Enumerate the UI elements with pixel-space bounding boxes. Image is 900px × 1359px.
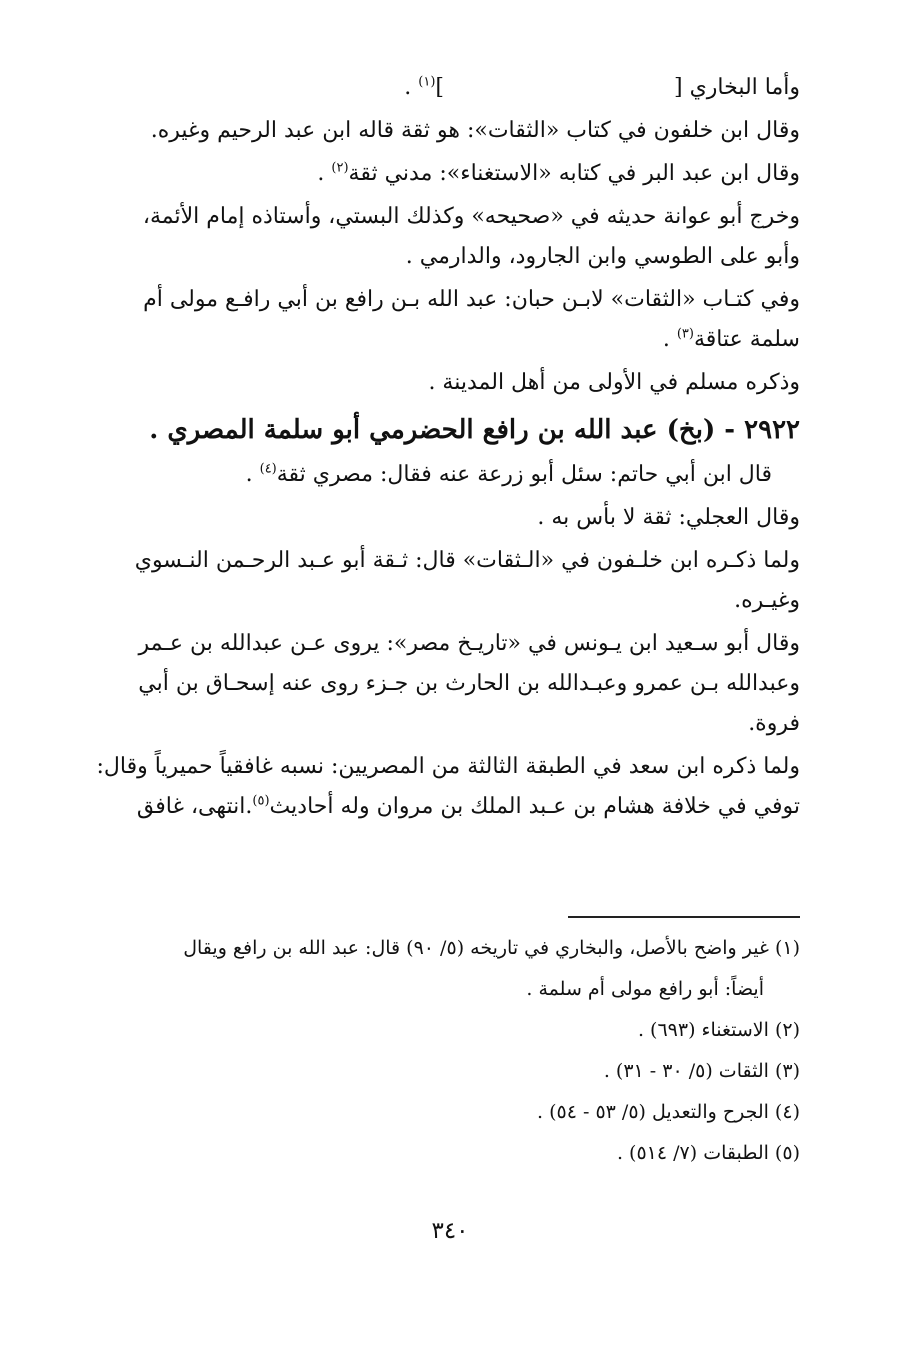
paragraph-line: وعبدالله بـن عمرو وعبـدالله بن الحارث بن جـزء روى عنه إسحـاق بن أبي	[138, 671, 800, 696]
footnote-1-continued: أيضاً: أبو رافع مولى أم سلمة .	[526, 978, 764, 1000]
footnote-ref-2[interactable]: (٢)	[331, 160, 349, 176]
footnote-4: (٤) الجرح والتعديل (٥/ ٥٣ - ٥٤) .	[537, 1101, 800, 1123]
paragraph	[88, 624, 800, 744]
paragraph	[88, 197, 800, 277]
paragraph-line: فروة.	[748, 711, 800, 736]
paragraph	[88, 154, 800, 194]
paragraph-line	[88, 320, 800, 360]
footnote-1: (١) غير واضح بالأصل، والبخاري في تاريخه (٥/ ٩٠) قال: عبد الله بن رافع ويقال	[183, 937, 800, 959]
paragraph-text: وقال ابن عبد البر في كتابه «الاستغناء»: مدني ثقة	[348, 161, 800, 186]
paragraph: وقال ابن خلفون في كتاب «الثقات»: هو ثقة قاله ابن عبد الرحيم وغيره.	[150, 118, 800, 143]
paragraph-text: سلمة عتاقة	[693, 327, 800, 352]
intro-close-bracket: ]	[435, 75, 444, 100]
paragraph-line: ولما ذكره ابن سعد في الطبقة الثالثة من المصريين: نسبه غافقياً حميرياً وقال:	[96, 754, 800, 779]
paragraph-text: توفي في خلافة هشام بن عـبد الملك بن مروان وله أحاديث	[269, 794, 800, 819]
intro-line	[88, 68, 800, 108]
footnote-5: (٥) الطبقات (٧/ ٥١٤) .	[616, 1142, 800, 1164]
paragraph-line: وقال أبو سـعيد ابن يـونس في «تاريـخ مصر»: يروى عـن عبدالله بن عـمر	[138, 631, 800, 656]
footnote-ref-4[interactable]: (٤)	[259, 461, 277, 477]
footnote-ref-5[interactable]: (٥)	[252, 793, 270, 809]
page-number: ٣٤٠	[431, 1218, 469, 1244]
paragraph	[88, 541, 800, 621]
main-text	[88, 68, 800, 830]
paragraph	[88, 280, 800, 360]
paragraph-line: وأبو على الطوسي وابن الجارود، والدارمي .	[405, 244, 800, 269]
footnote-ref-1[interactable]: (١)	[418, 74, 436, 90]
paragraph-end: .انتهى، غافق	[136, 794, 253, 819]
paragraph-line: وغيـره.	[734, 588, 800, 613]
paragraph-text: قال ابن أبي حاتم: سئل أبو زرعة عنه فقال: مصري ثقة	[276, 462, 772, 487]
footnote-2: (٢) الاستغناء (٦٩٣) .	[637, 1019, 800, 1041]
paragraph-end: .	[245, 462, 253, 487]
paragraph-line: وخرج أبو عوانة حديثه في «صحيحه» وكذلك البستي، وأستاذه إمام الأئمة،	[142, 204, 800, 229]
paragraph-line: وفي كتـاب «الثقات» لابـن حبان: عبد الله بـن رافع بن أبي رافـع مولى أم	[143, 287, 800, 312]
paragraph-line	[88, 787, 800, 827]
entry-heading: ٢٩٢٢ - (بخ) عبد الله بن رافع الحضرمي أبو سلمة المصري .	[149, 415, 800, 445]
footnote-separator	[568, 916, 800, 918]
paragraph: وذكره مسلم في الأولى من أهل المدينة .	[428, 370, 800, 395]
paragraph	[88, 455, 800, 495]
paragraph-end: .	[662, 327, 670, 352]
paragraph: وقال العجلي: ثقة لا بأس به .	[537, 505, 800, 530]
footnote-ref-3[interactable]: (٣)	[676, 326, 694, 342]
intro-text: وأما البخاري [	[674, 75, 800, 100]
intro-end: .	[404, 75, 412, 100]
footnote-3: (٣) الثقات (٥/ ٣٠ - ٣١) .	[603, 1060, 800, 1082]
footnotes	[88, 928, 800, 1174]
paragraph	[88, 747, 800, 827]
paragraph-line: ولما ذكـره ابن خلـفون في «الـثقات» قال: ثـقة أبو عـبد الرحـمن النـسوي	[134, 548, 800, 573]
paragraph-end: .	[317, 161, 325, 186]
